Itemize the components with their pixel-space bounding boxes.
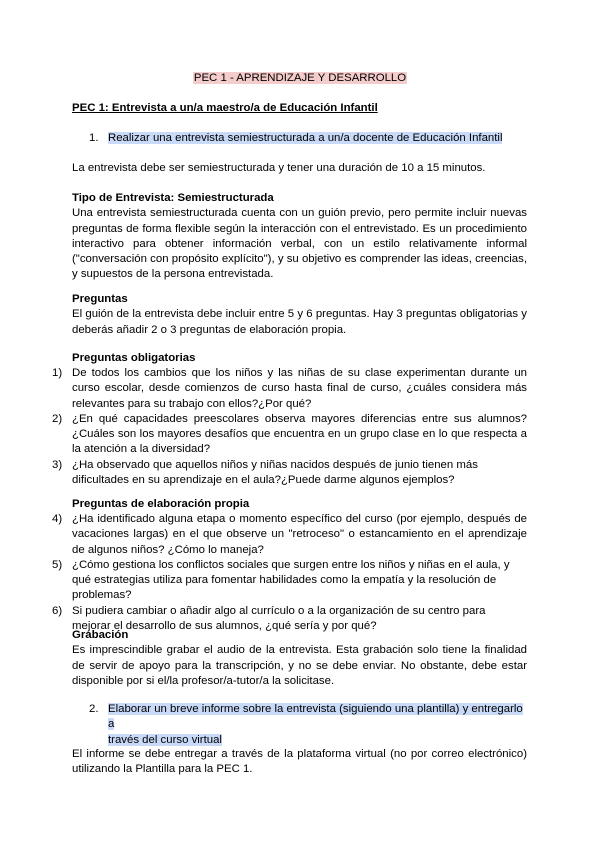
- grabacion-heading: Grabación: [72, 629, 129, 641]
- section-tipo: [72, 191, 527, 283]
- list-item-text: ¿En qué capacidades preescolares observa mayores diferencias entre sus alumnos?¿Cuáles son los mayores desafíos que encuentra en un grupo clase en lo que respecta a la atención a la diversidad?: [72, 412, 527, 456]
- task-2-text-line2: través del curso virtual: [108, 733, 222, 746]
- obligatorias-heading-text: Preguntas obligatorias: [72, 352, 196, 364]
- intro-paragraph: La entrevista debe ser semiestructurada y tener una duración de 10 a 15 minutos.: [72, 162, 486, 174]
- document-title-text: PEC 1 - APRENDIZAJE Y DESARROLLO: [193, 72, 407, 84]
- list-item-text: ¿Ha observado que aquellos niños y niñas nacidos después de junio tienen más dificultades en su aprendizaje en el aula?¿Puede darme algunos ejemplos?: [72, 458, 478, 487]
- list-item: [52, 366, 527, 412]
- list-item-text: ¿Ha identificado alguna etapa o momento específico del curso (por ejemplo, después de vacaciones largas) en el que observe un "retroceso" o estancamiento en el aprendizaje de algunos niños? ¿Cómo lo maneja?: [72, 513, 527, 556]
- list-item-text: De todos los cambios que los niños y las niñas de su clase experimentan durante un curso escolar, desde comienzos de curso hasta final de curso, ¿cuáles considera más relevantes para su trabajo con ellos?¿Por qué?: [72, 367, 527, 410]
- list-item: [52, 412, 527, 458]
- list-item-number: 4): [52, 513, 63, 525]
- list-item: [52, 558, 527, 604]
- grabacion-body: Es imprescindible grabar el audio de la entrevista. Esta grabación solo tiene la finalidad de servir de apoyo para la transcripción, y no se debe enviar. No obstante, debe estar disponible por si el/la profesor/a-tutor/a la solicitase.: [72, 644, 527, 687]
- propia-heading: [72, 497, 527, 512]
- list-item-number: 1): [52, 367, 63, 379]
- obligatorias-heading: [72, 351, 527, 366]
- list-item: [52, 458, 527, 489]
- propia-heading-text: Preguntas de elaboración propia: [72, 498, 250, 510]
- preguntas-body: El guión de la entrevista debe incluir entre 5 y 6 preguntas. Hay 3 preguntas obligatorias y deberás añadir 2 o 3 preguntas de elaboración propia.: [72, 308, 527, 336]
- list-item-number: 5): [52, 558, 63, 571]
- task-2-number: 2.: [89, 703, 99, 715]
- task-2-text-line1: Elaborar un breve informe sobre la entrevista (siguiendo una plantilla) y entregarlo a: [108, 703, 523, 731]
- list-item-number: 2): [52, 412, 63, 425]
- list-item-number: 6): [52, 604, 63, 617]
- document-subtitle: PEC 1: Entrevista a un/a maestro/a de Educación Infantil: [72, 102, 378, 114]
- task-2: [89, 702, 529, 748]
- tipo-heading: Tipo de Entrevista: Semiestructurada: [72, 192, 274, 204]
- document-title: [0, 71, 600, 86]
- task-1-number: 1.: [89, 132, 99, 144]
- preguntas-heading: Preguntas: [72, 293, 128, 305]
- list-item-text: Si pudiera cambiar o añadir algo al currículo o a la organización de su centro para mejorar el desarrollo de sus alumnos, ¿qué sería y por qué?: [72, 604, 486, 633]
- task-1: [89, 131, 502, 146]
- list-item-number: 3): [52, 458, 63, 471]
- obligatorias-list: [52, 366, 527, 488]
- list-item: [52, 512, 527, 558]
- task-1-text: Realizar una entrevista semiestructurada a un/a docente de Educación Infantil: [108, 132, 503, 144]
- section-grabacion: [72, 628, 527, 689]
- final-paragraph: El informe se debe entregar a través de la plataforma virtual (no por correo electrónico) utilizando la Plantilla para la PEC 1.: [72, 748, 527, 776]
- section-preguntas: [72, 292, 527, 338]
- propia-list: [52, 512, 527, 634]
- list-item-text: ¿Cómo gestiona los conflictos sociales que surgen entre los niños y niñas en el aula, y qué estrategias utiliza para fomentar habilidades como la empatía y la resolución de problemas?: [72, 558, 510, 602]
- tipo-body: Una entrevista semiestructurada cuenta con un guión previo, pero permite incluir nuevas preguntas de forma flexible según la interacción con el entrevistado. Es un procedimiento interactivo para obtener información verbal, con un estilo relativamente informal ("conversación con propósito explícito"), y su objetivo es comprender las ideas, creencias, y supuestos de la persona entrevistada.: [72, 207, 527, 281]
